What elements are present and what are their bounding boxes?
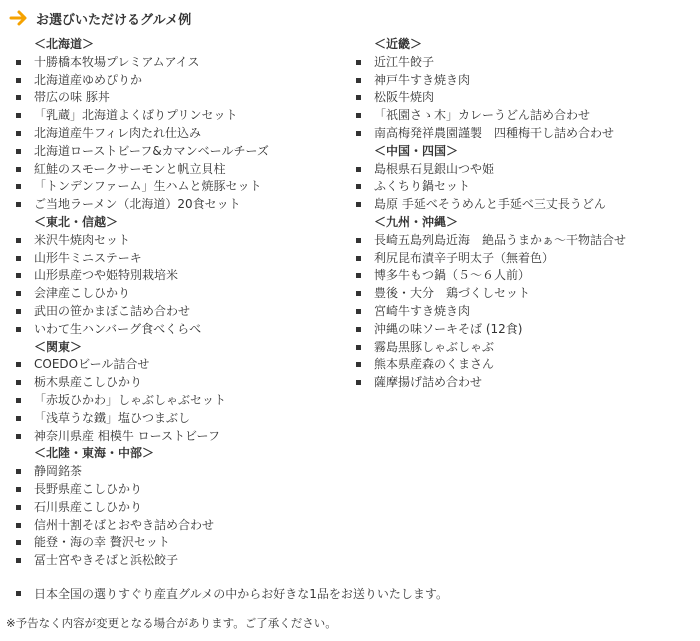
list-item-label: 長崎五島列島近海 絶品うまかぁ～干物詰合せ: [374, 232, 627, 247]
bullet-icon: [16, 202, 21, 207]
list-item-label: 宮崎牛すき焼き肉: [374, 303, 471, 318]
bullet-icon: [16, 327, 21, 332]
list-item-label: 島原 手延べそうめんと手延べ三丈長うどん: [374, 197, 606, 212]
bullet-icon: [16, 78, 21, 83]
category-heading: [16, 36, 346, 54]
section-header: [9, 6, 191, 30]
category-label: ＜近畿＞: [374, 37, 423, 51]
list-item: [16, 107, 346, 125]
list-item-label: 沖縄の味ソーキそば (12食): [374, 321, 523, 336]
bullet-icon: [356, 78, 361, 83]
bullet-icon: [356, 60, 361, 65]
list-item-label: 博多牛もつ鍋（５～６人前）: [374, 268, 531, 283]
list-item-label: 神奈川県産 相模牛 ローストビーフ: [34, 428, 220, 443]
list-item: [356, 321, 696, 339]
bullet-icon: [356, 256, 361, 261]
list-item-label: 山形牛ミニステーキ: [34, 250, 142, 265]
bullet-icon: [16, 523, 21, 528]
list-item-label: 武田の笹かまぼこ詰め合わせ: [34, 303, 191, 318]
bullet-icon: [356, 327, 361, 332]
list-item-label: 松阪牛焼肉: [374, 90, 435, 105]
bullet-icon: [16, 256, 21, 261]
note-text: 日本全国の選りすぐり産直グルメの中からお好きな1品をお送りいたします。: [34, 587, 448, 601]
bullet-icon: [16, 487, 21, 492]
bullet-icon: [16, 291, 21, 296]
list-item-label: 南高梅発祥農園謹製 四種梅干し詰め合わせ: [374, 125, 615, 140]
list-item-label: 冨士宮やきそばと浜松餃子: [34, 553, 179, 568]
bullet-icon: [356, 362, 361, 367]
list-item-label: 利尻昆布漬辛子明太子（無着色）: [374, 250, 555, 265]
bullet-icon: [356, 273, 361, 278]
bullet-icon: [356, 345, 361, 350]
list-item-label: 山形県産つや姫特別栽培米: [34, 268, 179, 283]
bullet-icon: [16, 273, 21, 278]
bullet-icon: [16, 416, 21, 421]
category-heading: [356, 36, 696, 54]
list-item-label: ご当地ラーメン（北海道）20食セット: [34, 197, 241, 212]
list-item-label: 「祇園さゝ木」カレーうどん詰め合わせ: [374, 108, 591, 123]
list-item: [16, 552, 346, 570]
list-item-label: 島根県石見銀山つや姫: [374, 161, 495, 176]
category-heading: [356, 143, 696, 161]
list-item: [16, 72, 346, 90]
list-item-label: 北海道産牛フィレ肉たれ仕込み: [34, 125, 202, 140]
list-item: [16, 481, 346, 499]
list-item-label: 北海道ローストビーフ&カマンベールチーズ: [34, 143, 269, 158]
bullet-icon: [356, 309, 361, 314]
bullet-icon: [356, 202, 361, 207]
right-column: [356, 36, 696, 392]
list-item-label: 北海道産ゆめぴりか: [34, 72, 143, 87]
list-item: [16, 89, 346, 107]
section-title: お選びいただけるグルメ例: [36, 12, 192, 28]
list-item: [356, 356, 696, 374]
list-item: [356, 374, 696, 392]
bullet-icon: [16, 184, 21, 189]
category-label: ＜東北・信越＞: [34, 214, 119, 229]
list-item: [356, 250, 696, 268]
category-heading: [356, 214, 696, 232]
list-item-label: 紅鮭のスモークサーモンと帆立貝柱: [34, 161, 226, 176]
bullet-icon: [16, 591, 21, 596]
category-heading: [16, 214, 346, 232]
list-item: [356, 267, 696, 285]
bullet-icon: [356, 380, 361, 385]
bullet-icon: [356, 95, 361, 100]
list-item: [16, 534, 346, 552]
list-item-label: いわて生ハンバーグ食べくらべ: [34, 321, 202, 336]
list-item: [16, 410, 346, 428]
category-heading: [16, 339, 346, 357]
list-item: [356, 339, 696, 357]
list-item: [16, 356, 346, 374]
list-item: [16, 499, 346, 517]
list-item-label: COEDOビール詰合せ: [34, 357, 150, 372]
list-item: [16, 267, 346, 285]
list-item: [16, 143, 346, 161]
list-item-label: 熊本県産森のくまさん: [374, 357, 495, 372]
list-item: [16, 321, 346, 339]
list-item: [16, 232, 346, 250]
list-item-label: 霧島黒豚しゃぶしゃぶ: [374, 339, 495, 354]
list-item: [16, 463, 346, 481]
list-item-label: 会津産こしひかり: [34, 286, 131, 301]
list-item-label: 「浅草うな鐵」塩ひつまぶし: [34, 410, 191, 425]
bullet-icon: [16, 362, 21, 367]
bullet-icon: [16, 540, 21, 545]
note-line: [16, 585, 448, 603]
category-label: ＜中国・四国＞: [374, 143, 459, 158]
list-item: [16, 161, 346, 179]
list-item-label: 神戸牛すき焼き肉: [374, 72, 471, 87]
list-item: [356, 54, 696, 72]
bullet-icon: [16, 149, 21, 154]
bullet-icon: [356, 238, 361, 243]
list-item-label: 帯広の味 豚丼: [34, 90, 110, 105]
list-item-label: 十勝橋本牧場プレミアムアイス: [34, 54, 200, 69]
bullet-icon: [356, 291, 361, 296]
list-item: [356, 303, 696, 321]
list-item: [16, 196, 346, 214]
list-item: [16, 285, 346, 303]
list-item-label: 信州十割そばとおやき詰め合わせ: [34, 517, 215, 532]
list-item-label: 石川県産こしひかり: [34, 499, 143, 514]
list-item: [16, 374, 346, 392]
category-label: ＜九州・沖縄＞: [374, 214, 459, 229]
bullet-icon: [16, 131, 21, 136]
list-item-label: 能登・海の幸 贅沢セット: [34, 535, 170, 550]
bullet-icon: [16, 434, 21, 439]
bullet-icon: [16, 238, 21, 243]
list-item-label: 静岡銘茶: [34, 464, 83, 479]
bullet-icon: [356, 131, 361, 136]
bullet-icon: [16, 505, 21, 510]
bullet-icon: [16, 167, 21, 172]
list-item-label: 米沢牛焼肉セット: [34, 232, 131, 247]
list-item: [16, 125, 346, 143]
left-column: [16, 36, 346, 570]
list-item-label: 「乳蔵」北海道よくばりプリンセット: [34, 108, 238, 123]
list-item: [16, 54, 346, 72]
category-label: ＜北海道＞: [34, 37, 95, 51]
list-item-label: 栃木県産こしひかり: [34, 375, 143, 390]
bullet-icon: [356, 184, 361, 189]
list-item: [356, 125, 696, 143]
list-item: [356, 285, 696, 303]
list-item: [356, 72, 696, 90]
bullet-icon: [356, 113, 361, 118]
list-item-label: 長野県産こしひかり: [34, 481, 143, 496]
list-item: [16, 392, 346, 410]
bullet-icon: [16, 309, 21, 314]
bullet-icon: [16, 60, 21, 65]
list-item: [356, 196, 696, 214]
list-item: [356, 178, 696, 196]
footnote: ※予告なく内容が変更となる場合があります。ご了承ください。: [6, 616, 337, 630]
category-label: ＜関東＞: [34, 339, 83, 354]
category-heading: [16, 445, 346, 463]
bullet-icon: [16, 113, 21, 118]
list-item: [16, 250, 346, 268]
list-item-label: ふくちり鍋セット: [374, 179, 471, 194]
category-label: ＜北陸・東海・中部＞: [34, 446, 155, 461]
bullet-icon: [16, 95, 21, 100]
bullet-icon: [356, 167, 361, 172]
list-item: [16, 303, 346, 321]
list-item: [356, 161, 696, 179]
list-item: [16, 428, 346, 446]
list-item: [356, 107, 696, 125]
list-item-label: 豊後・大分 鶏づくしセット: [374, 286, 531, 301]
list-item-label: 「トンデンファーム」生ハムと焼豚セット: [34, 179, 262, 194]
bullet-icon: [16, 380, 21, 385]
list-item-label: 「赤坂ひかわ」しゃぶしゃぶセット: [34, 392, 227, 407]
bullet-icon: [16, 558, 21, 563]
list-item: [356, 89, 696, 107]
list-item: [16, 178, 346, 196]
arrow-right-icon: [9, 8, 29, 28]
list-item-label: 薩摩揚げ詰め合わせ: [374, 375, 483, 390]
list-item-label: 近江牛餃子: [374, 54, 435, 69]
bullet-icon: [16, 469, 21, 474]
list-item: [16, 517, 346, 535]
bullet-icon: [16, 398, 21, 403]
list-item: [356, 232, 696, 250]
